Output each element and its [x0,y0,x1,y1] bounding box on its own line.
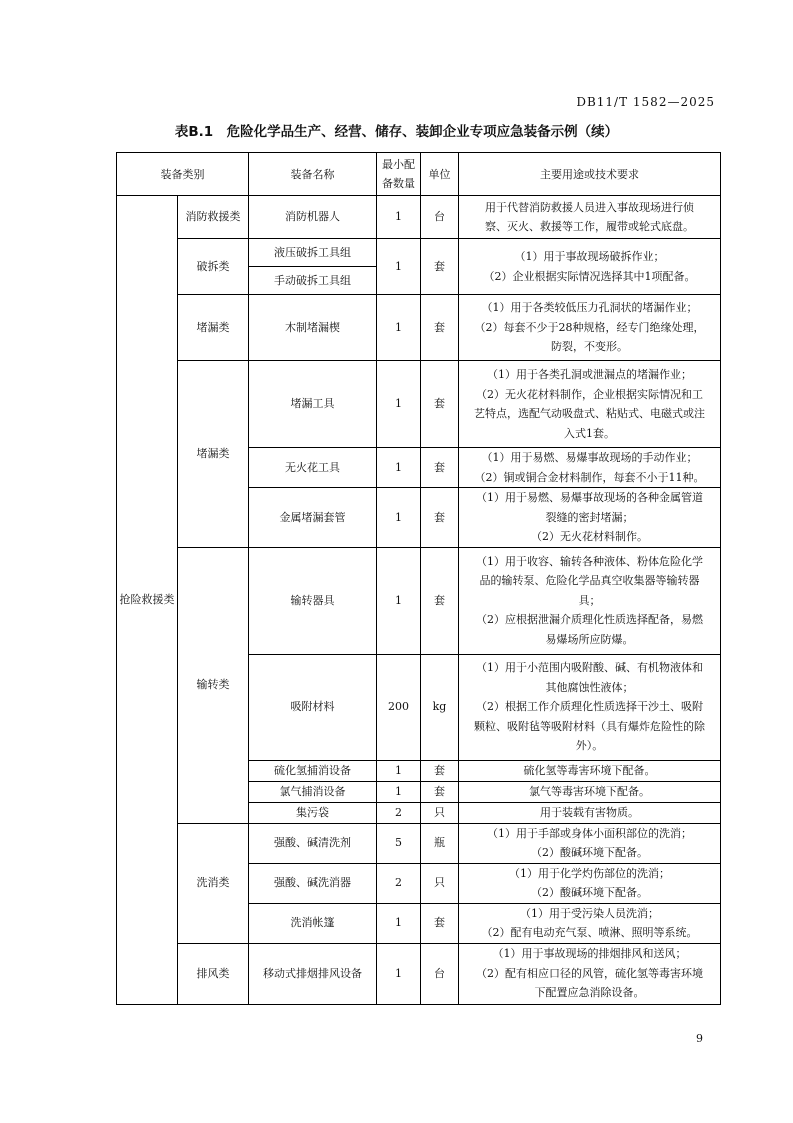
table-row [117,196,721,239]
requirement-line: 具； [578,593,601,607]
requirement-cell [459,903,721,943]
min-qty-cell: 2 [377,802,421,823]
requirement-line: 用于装载有害物质。 [540,805,639,819]
requirement-cell [459,295,721,361]
requirement-cell [459,802,721,823]
unit-cell: 套 [421,295,459,361]
unit-cell: 套 [421,781,459,802]
equipment-name-cell: 强酸、碱清洗剂 [249,823,377,863]
requirement-line: （1）用于小范围内吸附酸、碱、有机物液体和 [476,661,703,675]
requirement-line: （2）根据工作介质理化性质选择干沙土、吸附 [476,700,703,714]
equipment-table [116,152,721,1005]
header-min-qty [377,153,421,196]
requirement-cell [459,823,721,863]
equipment-name-cell: 无火花工具 [249,448,377,488]
equipment-name-cell: 木制堵漏楔 [249,295,377,361]
unit-cell: 只 [421,863,459,903]
equipment-name-cell: 消防机器人 [249,196,377,239]
requirement-line: 颗粒、吸附毡等吸附材料（具有爆炸危险性的除 [474,719,705,733]
requirement-line: （1）用于受污染人员洗消； [520,906,659,920]
requirement-cell [459,196,721,239]
unit-cell: 套 [421,361,459,448]
equipment-name-cell: 硫化氢捕消设备 [249,760,377,781]
requirement-line: （1）用于化学灼伤部位的洗消； [509,866,670,880]
min-qty-cell: 1 [377,781,421,802]
min-qty-cell: 1 [377,295,421,361]
requirement-line: （1）用于各类较低压力孔洞状的堵漏作业； [481,301,698,315]
requirement-line: （2）配有相应口径的风管，硫化氢等毒害环境 [476,966,703,980]
min-qty-cell: 5 [377,823,421,863]
min-qty-cell: 1 [377,196,421,239]
requirement-cell [459,760,721,781]
requirement-line: （2）铜或铜合金材料制作，每套不小于11种。 [474,470,705,484]
header-min-qty-line: 最小配 [382,158,415,171]
sub-category-cell: 堵漏类 [178,295,249,361]
requirement-cell [459,863,721,903]
header-unit: 单位 [421,153,459,196]
requirement-line: 用于代替消防救援人员进入事故现场进行侦 [485,200,694,214]
equipment-name-cell: 吸附材料 [249,654,377,760]
requirement-line: （2）酸碱环境下配备。 [531,886,648,899]
min-qty-cell: 1 [377,760,421,781]
requirement-cell [459,361,721,448]
requirement-cell [459,239,721,295]
table-title: 表B.1 危险化学品生产、经营、储存、装卸企业专项应急装备示例（续） [174,124,619,140]
equipment-name-cell: 输转器具 [249,547,377,654]
unit-cell: 套 [421,448,459,488]
requirement-line: （2）企业根据实际情况选择其中1项配备。 [483,269,696,283]
equipment-name-cell: 强酸、碱洗消器 [249,863,377,903]
requirement-cell [459,547,721,654]
requirement-cell [459,943,721,1004]
table-row [117,295,721,361]
requirement-line: （2）应根据泄漏介质理化性质选择配备，易燃 [476,613,703,627]
sub-category-cell: 输转类 [178,547,249,823]
requirement-line: （2）每套不少于28种规格，经专门绝缘处理， [474,320,705,334]
table-row [117,239,721,267]
min-qty-cell: 1 [377,448,421,488]
unit-cell: kg [421,654,459,760]
equipment-name-cell: 液压破拆工具组 [249,239,377,267]
requirement-line: 其他腐蚀性液体； [545,680,634,694]
equipment-name-cell: 移动式排烟排风设备 [249,943,377,1004]
requirement-line: 外）。 [575,739,604,753]
main-category-cell: 抢险救援类 [117,196,178,1005]
requirement-line: 品的输转泵、危险化学品真空收集器等输转器 [479,574,700,588]
equipment-name-cell: 堵漏工具 [249,361,377,448]
header-requirement: 主要用途或技术要求 [459,153,721,196]
requirement-line: （2）配有电动充气泵、喷淋、照明等系统。 [481,926,698,939]
requirement-cell [459,488,721,548]
page-number: 9 [696,1032,703,1045]
requirement-line: （1）用于收容、输转各种液体、粉体危险化学 [476,554,703,568]
min-qty-cell: 1 [377,488,421,548]
unit-cell: 套 [421,760,459,781]
table-body [117,196,721,1005]
min-qty-cell: 1 [377,943,421,1004]
min-qty-cell: 200 [377,654,421,760]
requirement-line: （1）用于易燃、易爆事故现场的各种金属管道 [476,491,703,504]
sub-category-cell: 消防救援类 [178,196,249,239]
unit-cell: 套 [421,547,459,654]
requirement-line: （1）用于易燃、易爆事故现场的手动作业； [481,451,698,464]
min-qty-cell: 1 [377,239,421,295]
requirement-line: （2）无火花材料制作，企业根据实际情况和工 [476,387,703,401]
requirement-line: 易爆场所应防爆。 [545,632,634,646]
requirement-line: （2）酸碱环境下配备。 [531,846,648,859]
requirement-line: 裂缝的密封堵漏； [545,510,634,524]
table-row [117,943,721,1004]
document-code: DB11/T 1582—2025 [576,95,715,109]
equipment-name-cell: 金属堵漏套管 [249,488,377,548]
unit-cell: 只 [421,802,459,823]
min-qty-cell: 1 [377,903,421,943]
min-qty-cell: 1 [377,361,421,448]
min-qty-cell: 2 [377,863,421,903]
requirement-line: 艺特点，选配气动吸盘式、粘贴式、电磁式或注 [474,407,705,420]
header-category: 装备类别 [117,153,249,196]
table-row [117,547,721,654]
table-row [117,361,721,448]
requirement-cell [459,781,721,802]
sub-category-cell: 洗消类 [178,823,249,943]
header-name: 装备名称 [249,153,377,196]
equipment-name-cell: 集污袋 [249,802,377,823]
unit-cell: 套 [421,488,459,548]
sub-category-cell: 破拆类 [178,239,249,295]
sub-category-cell: 堵漏类 [178,361,249,548]
requirement-cell [459,654,721,760]
requirement-line: （2）无火花材料制作。 [531,530,648,543]
sub-category-cell: 排风类 [178,943,249,1004]
unit-cell: 套 [421,903,459,943]
requirement-cell [459,448,721,488]
requirement-line: 防裂，不变形。 [551,340,628,354]
unit-cell: 台 [421,196,459,239]
equipment-name-cell: 氯气捕消设备 [249,781,377,802]
requirement-line: 下配置应急消除设备。 [534,986,645,1000]
table-header-row [117,153,721,196]
unit-cell: 套 [421,239,459,295]
requirement-line: （1）用于事故现场的排烟排风和送风； [492,947,687,961]
equipment-name-cell: 手动破拆工具组 [249,267,377,295]
requirement-line: （1）用于各类孔洞或泄漏点的堵漏作业； [487,368,692,381]
header-min-qty-line: 备数量 [382,177,415,190]
requirement-line: 硫化氢等毒害环境下配备。 [523,763,656,777]
requirement-line: 氯气等毒害环境下配备。 [529,784,650,798]
table-row [117,823,721,863]
requirement-line: （1）用于手部或身体小面积部位的洗消； [487,826,692,840]
equipment-name-cell: 洗消帐篷 [249,903,377,943]
requirement-line: 察、灭火、救援等工作，履带或轮式底盘。 [485,220,694,233]
unit-cell: 台 [421,943,459,1004]
requirement-line: （1）用于事故现场破拆作业； [514,250,665,263]
unit-cell: 瓶 [421,823,459,863]
min-qty-cell: 1 [377,547,421,654]
requirement-line: 入式1套。 [564,426,615,440]
